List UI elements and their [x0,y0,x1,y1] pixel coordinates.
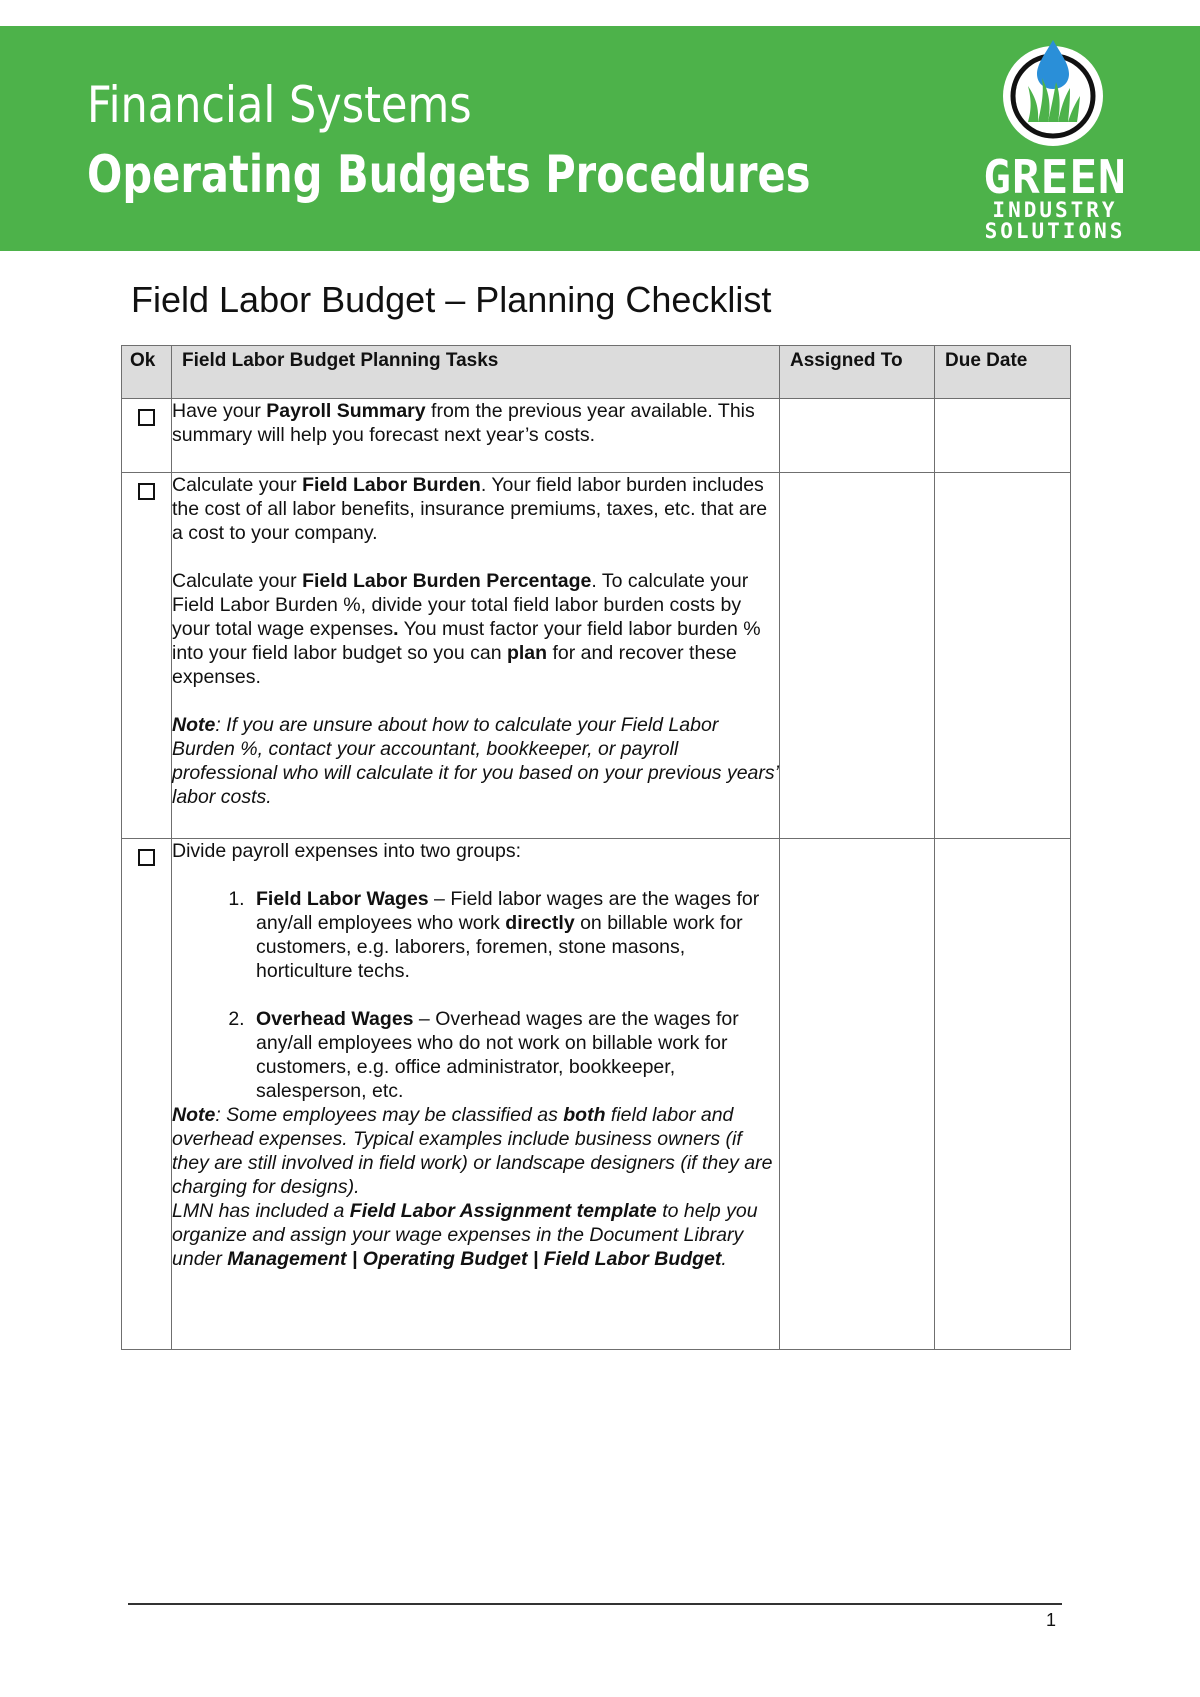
column-header-due-date: Due Date [935,346,1071,399]
task-cell [172,839,780,1350]
column-header-ok: Ok [122,346,172,399]
grass-drop-icon [998,38,1108,153]
page-number: 1 [1046,1610,1057,1630]
due-date-cell[interactable] [935,839,1071,1350]
assigned-to-cell[interactable] [780,839,935,1350]
table-row [122,839,1071,1350]
logo-word-solutions: SOLUTIONS [984,219,1126,243]
checkbox[interactable] [138,483,155,500]
planning-checklist-table [121,345,1071,1350]
footer-divider [128,1603,1062,1605]
task-text: Calculate your Field Labor Burden Percentage. To calculate your Field Labor Burden %, divide your total field labor burden costs by your total wage expenses. You must factor your field labor burden % into your field labor budget so you can plan for and recover these expenses. [172,570,761,688]
header-title: Financial Systems [87,76,472,134]
company-logo [950,38,1160,248]
payroll-groups-list [172,887,779,1103]
ok-cell [122,839,172,1350]
ok-cell [122,473,172,839]
logo-word-green: GREEN [983,150,1127,204]
table-row [122,399,1071,473]
task-cell [172,473,780,839]
task-note: Note: If you are unsure about how to calculate your Field Labor Burden %, contact your accountant, bookkeeper, or payroll professional who will calculate it for you based on your previous years’ labor costs. [172,714,778,808]
due-date-cell[interactable] [935,399,1071,473]
checkbox[interactable] [138,409,155,426]
assigned-to-cell[interactable] [780,473,935,839]
checkbox[interactable] [138,849,155,866]
column-header-task: Field Labor Budget Planning Tasks [172,346,780,399]
list-item: 2. Overhead Wages – Overhead wages are the wages for any/all employees who do not work on billable work for customers, e.g. office administrator, bookkeeper, salesperson, etc. [250,1007,779,1103]
list-item: 1. Field Labor Wages – Field labor wages are the wages for any/all employees who work directly on billable work for customers, e.g. laborers, foremen, stone masons, horticulture techs. [250,887,779,983]
task-text: Have your Payroll Summary from the previous year available. This summary will help you forecast next year’s costs. [172,400,755,446]
assigned-to-cell[interactable] [780,399,935,473]
task-text: Divide payroll expenses into two groups: [172,840,522,862]
task-text: Calculate your Field Labor Burden. Your field labor burden includes the cost of all labor benefits, insurance premiums, taxes, etc. that are a cost to your company. [172,474,768,544]
ok-cell [122,399,172,473]
table-header-row [122,346,1071,399]
logo-word-industry: INDUSTRY [992,198,1118,222]
due-date-cell[interactable] [935,473,1071,839]
header-subtitle: Operating Budgets Procedures [87,145,811,205]
document-title: Field Labor Budget – Planning Checklist [131,279,772,320]
task-cell [172,399,780,473]
column-header-assigned-to: Assigned To [780,346,935,399]
task-note: Note: Some employees may be classified as both field labor and overhead expenses. Typical examples include business owners (if they are still involved in field work) or landscape designers (if they are charging for designs). LMN has included a Field Labor Assignment template to help you organize and assign your wage expenses in the Document Library under Management | Operating Budget | Field Labor Budget. [172,1104,773,1270]
table-row [122,473,1071,839]
